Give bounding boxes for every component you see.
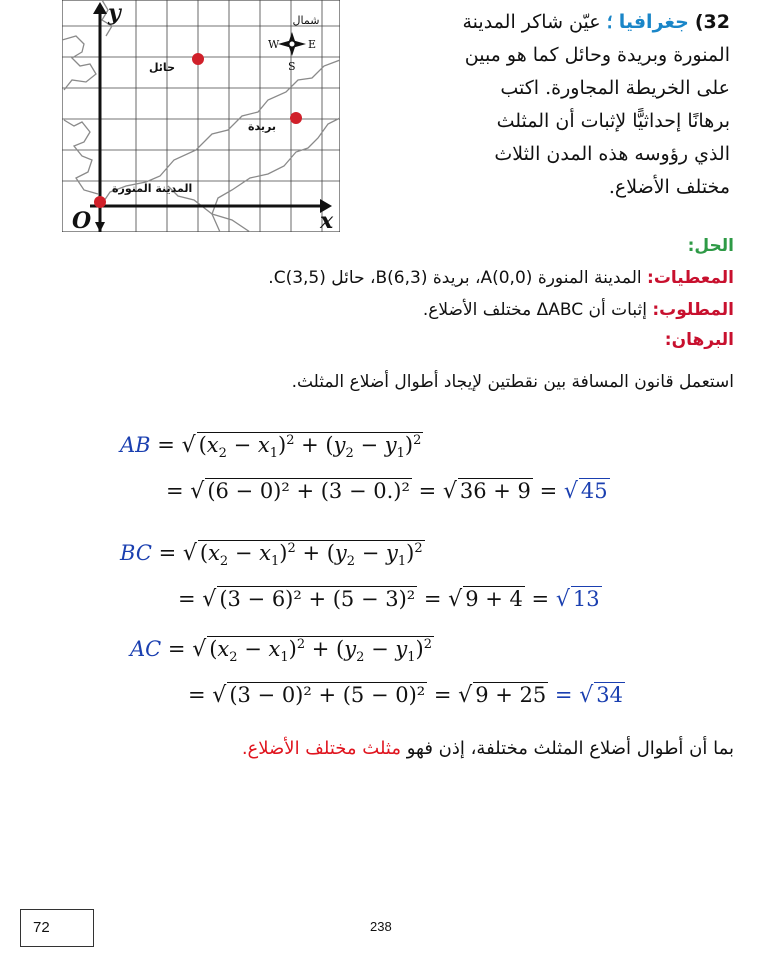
proof-intro: استعمل قانون المسافة بين نقطتين لإيجاد أطوال أضلاع المثلث.	[291, 372, 734, 392]
eq-ac-sum: 9 + 25	[475, 683, 547, 707]
givens-label: المعطيات:	[647, 268, 734, 288]
equation-bc-substitution: = √ (3 − 6)² + (5 − 3)² = √ 9 + 4 = √ 13	[178, 587, 600, 612]
problem-text: عيّن شاكر المدينة	[462, 11, 601, 33]
problem-colon: ؛	[606, 11, 613, 33]
x-axis-label: x	[320, 208, 334, 232]
problem-number: 32)	[694, 11, 730, 33]
equation-bc-formula: BC = √ $(x_2 - x_1)^2 + (y_2 - y_1)^2$	[120, 541, 423, 570]
givens-line	[34, 268, 734, 288]
compass-east-label: E	[308, 38, 317, 51]
city-label-madinah: المدينة المنورة	[112, 182, 193, 195]
page-number: 238	[370, 919, 392, 934]
eq-ab-sum: 36 + 9	[459, 479, 531, 503]
compass-south-label: S	[288, 60, 296, 73]
required-label: المطلوب:	[652, 300, 734, 320]
problem-line: الذي رؤوسه هذه المدن الثلاث	[494, 143, 730, 165]
city-dot	[94, 196, 106, 208]
givens-text: المدينة المنورة (0,0)A، بريدة (6,3)B، حائل (3,5)C.	[268, 268, 642, 288]
page-box: 72	[20, 909, 94, 947]
coordinate-map	[62, 0, 340, 232]
y-axis-label: y	[108, 0, 121, 26]
compass-west-label: W	[268, 38, 280, 51]
city-dot	[290, 112, 302, 124]
eq-bc-lhs: BC	[120, 541, 152, 565]
required-line	[34, 300, 734, 320]
problem-topic: جغرافيا	[618, 11, 689, 33]
solution-heading: الحل:	[687, 236, 734, 256]
equation-ac-formula: AC = √ $(x_2 - x_1)^2 + (y_2 - y_1)^2$	[130, 637, 432, 666]
eq-ac-result: 34	[596, 683, 623, 707]
compass-north-label: شمال	[292, 14, 320, 27]
required-text: إثبات أن ΔABC مختلف الأضلاع.	[422, 300, 647, 320]
conclusion-line	[34, 738, 734, 759]
eq-ac-lhs: AC	[130, 637, 162, 661]
problem-statement	[380, 6, 730, 204]
city-dot	[192, 53, 204, 65]
city-label-buraydah: بريدة	[248, 120, 276, 133]
origin-label: O	[72, 208, 92, 232]
eq-bc-sum: 9 + 4	[465, 587, 523, 611]
problem-line: على الخريطة المجاورة. اكتب	[500, 77, 730, 99]
eq-bc-result: 13	[572, 587, 600, 611]
equation-ac-substitution: = √ (3 − 0)² + (5 − 0)² = √ 9 + 25 = √ 34	[188, 683, 623, 708]
conclusion-highlight: مثلث مختلف الأضلاع.	[241, 738, 401, 759]
problem-line: المنورة وبريدة وحائل كما هو مبين	[464, 44, 730, 66]
equation-ab-formula: AB = √ $(x_2 - x_1)^2 + (y_2 - y_1)^2$	[120, 433, 422, 462]
eq-ab-sub: (6 − 0)² + (3 − 0.)²	[207, 479, 410, 503]
problem-line-1	[380, 6, 730, 39]
equation-ab-substitution: = √ (6 − 0)² + (3 − 0.)² = √ 36 + 9 = √ 45	[166, 479, 608, 504]
eq-bc-sub: (3 − 6)² + (5 − 3)²	[219, 587, 416, 611]
problem-line: مختلف الأضلاع.	[608, 176, 730, 198]
conclusion-text: بما أن أطوال أضلاع المثلث مختلفة، إذن فهو	[406, 738, 734, 759]
city-label-hail: حائل	[148, 61, 176, 74]
problem-line: برهانًا إحداثيًّا لإثبات أن المثلث	[496, 110, 730, 132]
proof-heading: البرهان:	[664, 330, 734, 350]
eq-ab-lhs: AB	[120, 433, 151, 457]
eq-ac-sub: (3 − 0)² + (5 − 0)²	[229, 683, 426, 707]
eq-ab-result: 45	[580, 479, 608, 503]
